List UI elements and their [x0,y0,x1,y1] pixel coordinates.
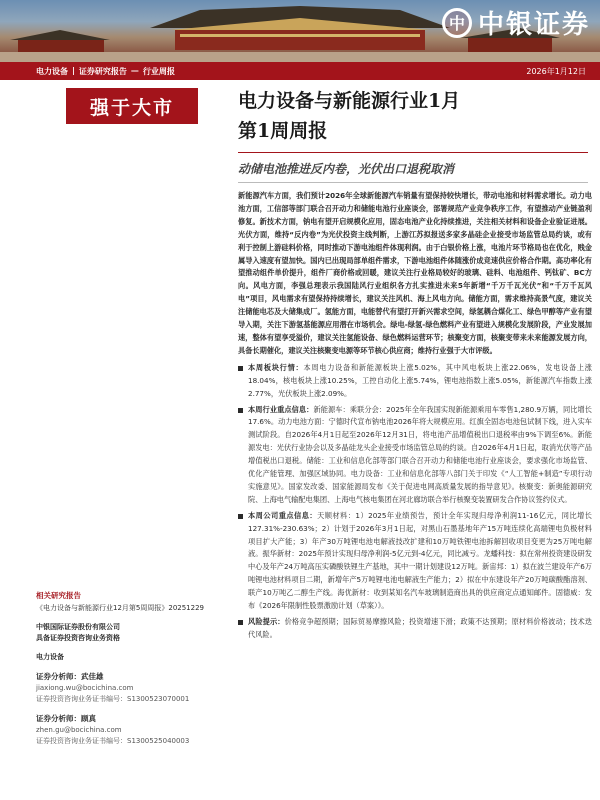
report-body [238,190,592,645]
bullet-label: 风险提示： [248,617,285,626]
related-heading: 相关研究报告 [36,591,81,600]
crumb-report: 行业周报 [142,66,175,76]
sector-label: 电力设备 [36,653,64,661]
cert-number: S1300525040003 [127,737,190,745]
key-points [238,362,592,642]
bullet-risk [238,616,592,642]
analyst-email[interactable]: zhen.gu@bocichina.com [36,726,122,734]
breadcrumb [36,66,175,77]
subtitle-divider [238,182,588,183]
page-title [238,86,588,146]
bullet-text: 价格竞争超预期；国际贸易摩擦风险；投资增速下滑；政策不达预期；原材料价格波动；技术迭代风险。 [248,617,592,639]
analyst-1 [36,671,226,705]
summary-paragraph: 新能源汽车方面，我们预计2026年全球新能源汽车销量有望保持较快增长，带动电池和材料需求增长。动力电池方面，工信部等部门联合召开动力和储能电池行业座谈会，部署规范产业竞争秩序工作，有望推动产业链盈利修复。新技术方面，钠电有望开启规模化应用，固态电池产业化持续推进，关注相关材料和设备企业验证进展。光伏方面，维持“反内卷”为光伏投资主线判断，上游江苏拟报送多家多晶硅企业接受市场监管总局约谈，或有利于控制上游硅料价格，同时推动下游电池组件体现利润。由于白银价格上涨，电池片环节格局也在优化，贱金属导入速度有望加快。国内已出现局部单组件需求，下游电池组件体随涨价成竞速供应价格合作期。高功率化有望推动组件单价提升，组件厂商价格或回暖，建议关注行业格局较好的玻璃、硅料、电池组件、钙钛矿、BC方向。风电方面，李强总理表示我国陆风行业组织各方扎实推进未来5年新增“千万千瓦光伏”和“千万千瓦风电”项目，风电需求有望保持持续增长，建议关注风机、海上风电方向。储能方面，需求维持高景气度，建议关注储能电芯及大储集成厂。氢能方面，电能替代有望打开新兴需求空间，绿氢耦合煤化工、绿色甲醇等产业有望导入期，关注下游氢基能源应用潜在市场机会。绿电-绿氢-绿色燃料产业有望进入规模化发展阶段，产业发展加速，整体有望享受溢价，建议关注氢能设备、绿色燃料运营环节；核聚变方面，核聚变带来未来能源发展方向，具备长期催化，建议关注核聚变电源等环节核心供应商；维持行业强于大市评级。 [238,191,592,355]
bullet-label: 本周公司重点信息： [248,510,318,520]
analyst-email[interactable]: jiaxiong.wu@bocichina.com [36,684,134,692]
analyst-name: 顾真 [81,714,96,723]
crumb-sector: 电力设备 [36,66,68,76]
related-report-link[interactable]: 《电力设备与新能源行业12月第5周周报》20251229 [36,604,204,612]
subtitle: 动储电池推进反内卷，光伏出口退税取消 [238,162,455,176]
cert-number: S1300523070001 [127,695,190,703]
bullet-text: 本周电力设备和新能源板块上涨5.02%，其中风电板块上涨22.06%，发电设备上涨18.04%，核电板块上涨10.25%，工控自动化上涨5.74%，锂电池指数上涨5.05%，新能源汽车指数上涨2.77%，光伏板块上涨2.09%。 [248,362,592,398]
bullet-market [238,362,592,401]
title-line-2: 第1周周报 [238,120,328,142]
title-line-1: 电力设备与新能源行业1月 [238,90,461,112]
bullet-text: 新能源车：乘联分会：2025年全年我国实现新能源乘用车零售1,280.9万辆，同比增长17.6%。动力电池方面：宁德时代宣布钠电池2026年将大规模应用。红旗全固态电池包试制下线，进入实车测试阶段。自2026年4月1日起至2026年12月31日，将电池产品增值税出口退税率由9%下调至6%。新能源发电：光伏行业协会以及多晶硅龙头企业接受市场监管总局的约谈。自2026年4月1日起，取消光伏等产品增值税出口退税。储能：工业和信息化部等部门联合召开动力和储能电池行业座谈会，要求强化市场监管、优化产能管理、加强区域协同。电力设备：工业和信息化部等八部门关于印发《“人工智能+制造”专项行动实施意见》。国家发改委、国家能源局发布《关于促进电网高质量发展的指导意见》。核聚变：新奥能源研究院、上海电气输配电集团、上海电气核电集团在河北廊坊联合举行核聚变装置研发合作协议签约仪式。 [248,404,592,504]
sidebar [36,590,226,747]
analyst-role: 证券分析师： [36,714,81,723]
bullet-square-icon [238,366,243,371]
firm-name: 中银国际证券股份有限公司 [36,623,120,631]
meta-bar [0,62,600,80]
rating-badge: 强于大市 [66,88,198,124]
bullet-company [238,510,592,613]
crumb-type: 证券研究报告 [78,66,127,76]
bullet-text: 天顺材料：1）2025年业绩预告，预计全年实现归母净利润11-16亿元，同比增长127.31%-230.63%；2）计划于2026年3月1日起，对黑山石墨基地年产15万吨连续化高端锂电负极材料项目扩大产能；3）年产30万吨锂电池电解液技改扩建和10万吨铁锂电池拆解回收项目变更为25万吨电解液。振华新材：2025年预计实现归母净利润-5亿元到-4亿元，同比减亏。龙蟠科技：拟在常州投资建设研发中心及年产24万吨高压实磷酸铁锂生产基地，其中一期计划建设12万吨。新宙邦：1）拟在波兰建设年产6万吨锂电池材料项目二期，新增年产5万吨锂电池电解液生产能力；2）拟在中东建设年产20万吨碳酸酯溶剂、联产10万吨乙二醇生产线。海优新材：收到某知名汽车玻璃制造商出具的供应商定点通知邮件。固德威：发布《2026年限制性股票激励计划（草案）》。 [248,510,592,611]
cert-label: 证券投资咨询业务证书编号： [36,737,127,745]
crumb-sep: | [72,65,75,75]
header-banner [0,0,600,62]
firm-qualification: 具备证券投资咨询业务资格 [36,634,120,642]
crumb-sep: — [130,65,139,75]
title-divider [238,152,588,153]
bullet-label: 本周板块行情： [248,362,304,372]
analyst-2 [36,713,226,747]
bullet-square-icon [238,408,243,413]
analyst-name: 武佳雄 [81,672,104,681]
report-date: 2026年1月12日 [526,66,586,76]
bullet-square-icon [238,514,243,519]
cert-label: 证券投资咨询业务证书编号： [36,695,127,703]
brand-logo [442,4,590,41]
brand-name: 中银证券 [477,10,590,40]
analyst-role: 证券分析师： [36,672,81,681]
bullet-label: 本周行业重点信息： [248,404,314,414]
bullet-industry [238,404,592,507]
bullet-square-icon [238,620,243,625]
bank-logo-icon: 中 [442,8,472,38]
